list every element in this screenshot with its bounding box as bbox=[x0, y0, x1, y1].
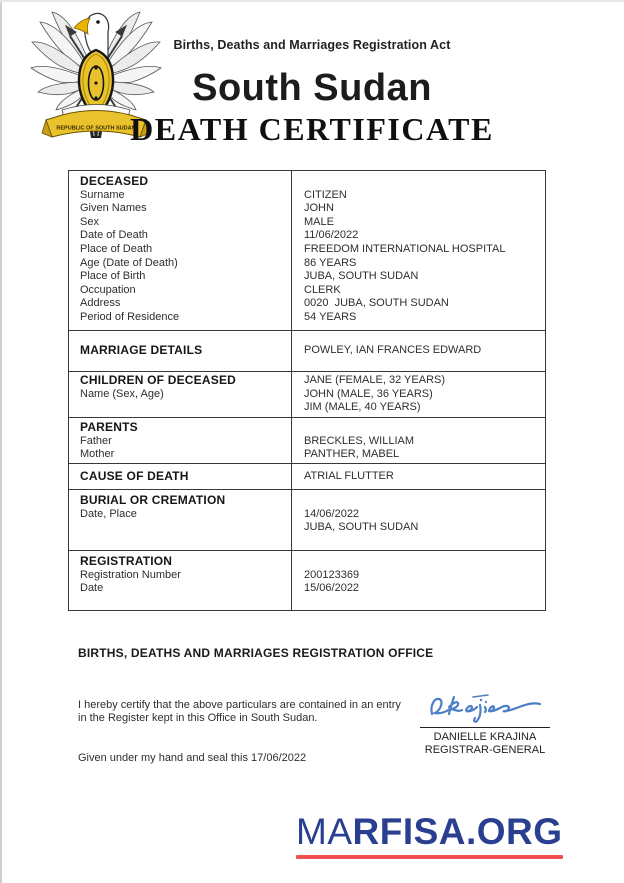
section-heading: BURIAL OR CREMATION bbox=[80, 493, 226, 508]
field-label: Date, Place bbox=[80, 507, 137, 520]
field-label bbox=[80, 521, 285, 535]
label-column bbox=[69, 490, 291, 550]
field-value: JOHN bbox=[304, 202, 334, 215]
field-label: Surname bbox=[80, 188, 125, 201]
value-column bbox=[291, 171, 545, 330]
field-label: Father bbox=[80, 434, 112, 447]
section-heading: DECEASED bbox=[80, 174, 149, 188]
field-value: 14/06/2022 bbox=[304, 507, 360, 520]
field-value: CLERK bbox=[304, 283, 341, 296]
field-value: 200123369 bbox=[304, 568, 360, 581]
field-value: PANTHER, MABEL bbox=[304, 448, 400, 461]
section-heading: PARENTS bbox=[80, 419, 138, 434]
section-deceased bbox=[69, 171, 545, 330]
field-value: 15/06/2022 bbox=[304, 582, 360, 595]
watermark-underline bbox=[296, 855, 563, 859]
registrar-name: DANIELLE KRAJINA bbox=[433, 731, 537, 743]
field-value: FREEDOM INTERNATIONAL HOSPITAL bbox=[304, 242, 506, 255]
label-column bbox=[69, 331, 291, 372]
field-value: 11/06/2022 bbox=[304, 229, 359, 242]
field-label bbox=[80, 401, 285, 415]
field-label: Period of Residence bbox=[80, 310, 180, 323]
section-children bbox=[69, 371, 545, 417]
field-value: 0020 JUBA, SOUTH SUDAN bbox=[304, 297, 449, 310]
label-column bbox=[69, 418, 291, 463]
field-value: JOHN (MALE, 36 YEARS) bbox=[304, 387, 433, 400]
field-label: Date bbox=[80, 582, 104, 595]
section-marriage bbox=[69, 330, 545, 372]
emblem-ribbon-text: REPUBLIC OF SOUTH SUDAN bbox=[56, 125, 136, 132]
field-value bbox=[304, 421, 545, 435]
section-heading: REGISTRATION bbox=[80, 554, 173, 569]
section-parents bbox=[69, 417, 545, 463]
page-edge-shadow-top bbox=[0, 0, 624, 2]
field-value: BRECKLES, WILLIAM bbox=[304, 434, 415, 447]
field-value: ATRIAL FLUTTER bbox=[304, 469, 394, 482]
document-title: DEATH CERTIFICATE bbox=[130, 111, 494, 147]
field-label: Age (Date of Death) bbox=[80, 256, 178, 269]
label-column bbox=[69, 171, 291, 330]
certification-line-1: I hereby certify that the above particulars are contained in an entry bbox=[78, 699, 401, 711]
field-value: JANE (FEMALE, 32 YEARS) bbox=[304, 374, 446, 387]
office-heading: BIRTHS, DEATHS AND MARRIAGES REGISTRATION OFFICE bbox=[78, 646, 434, 660]
field-label: Place of Birth bbox=[80, 270, 146, 283]
certification-statement bbox=[78, 699, 401, 725]
field-label: Occupation bbox=[80, 283, 136, 296]
section-heading: CAUSE OF DEATH bbox=[80, 468, 189, 483]
watermark-text bbox=[296, 812, 563, 852]
signature-block bbox=[420, 690, 550, 757]
field-label: Place of Death bbox=[80, 242, 153, 255]
value-column bbox=[291, 372, 545, 417]
field-label: Registration Number bbox=[80, 568, 181, 581]
certificate-table bbox=[68, 170, 546, 611]
field-value: MALE bbox=[304, 215, 334, 228]
section-cause bbox=[69, 463, 545, 490]
field-value: CITIZEN bbox=[304, 188, 347, 201]
given-under-hand-line: Given under my hand and seal this 17/06/2022 bbox=[78, 752, 307, 764]
watermark-text-regular: MA bbox=[296, 811, 353, 852]
field-value bbox=[304, 175, 545, 189]
field-value: JIM (MALE, 40 YEARS) bbox=[304, 401, 421, 414]
field-label: Name (Sex, Age) bbox=[80, 387, 164, 400]
field-label: Sex bbox=[80, 215, 99, 228]
label-column bbox=[69, 372, 291, 417]
section-heading: CHILDREN OF DECEASED bbox=[80, 373, 237, 388]
section-registration bbox=[69, 550, 545, 610]
field-value bbox=[304, 494, 545, 508]
section-burial bbox=[69, 489, 545, 550]
certification-line-2: in the Register kept in this Office in South Sudan. bbox=[78, 712, 318, 724]
label-column bbox=[69, 464, 291, 490]
field-label: Given Names bbox=[80, 202, 147, 215]
field-value: JUBA, SOUTH SUDAN bbox=[304, 270, 419, 283]
registrar-title: REGISTRAR-GENERAL bbox=[424, 744, 546, 756]
act-title: Births, Deaths and Marriages Registration Act bbox=[173, 38, 451, 52]
value-column bbox=[291, 490, 545, 550]
value-column bbox=[291, 551, 545, 610]
field-value: 54 YEARS bbox=[304, 310, 357, 323]
field-value bbox=[304, 555, 545, 569]
field-value: 86 YEARS bbox=[304, 256, 357, 269]
field-label: Mother bbox=[80, 448, 115, 461]
marfisa-watermark bbox=[296, 812, 563, 859]
value-column bbox=[291, 464, 545, 490]
value-column bbox=[291, 331, 545, 372]
country-title: South Sudan bbox=[192, 67, 432, 109]
signature-handwriting-icon bbox=[426, 690, 544, 726]
signature-line bbox=[420, 727, 550, 728]
field-label: Address bbox=[80, 297, 121, 310]
value-column bbox=[291, 418, 545, 463]
field-label: Date of Death bbox=[80, 229, 148, 242]
section-heading: MARRIAGE DETAILS bbox=[80, 342, 203, 357]
field-value: JUBA, SOUTH SUDAN bbox=[304, 521, 419, 534]
watermark-text-bold: RFISA.ORG bbox=[352, 811, 563, 852]
field-value: POWLEY, IAN FRANCES EDWARD bbox=[304, 343, 482, 356]
label-column bbox=[69, 551, 291, 610]
